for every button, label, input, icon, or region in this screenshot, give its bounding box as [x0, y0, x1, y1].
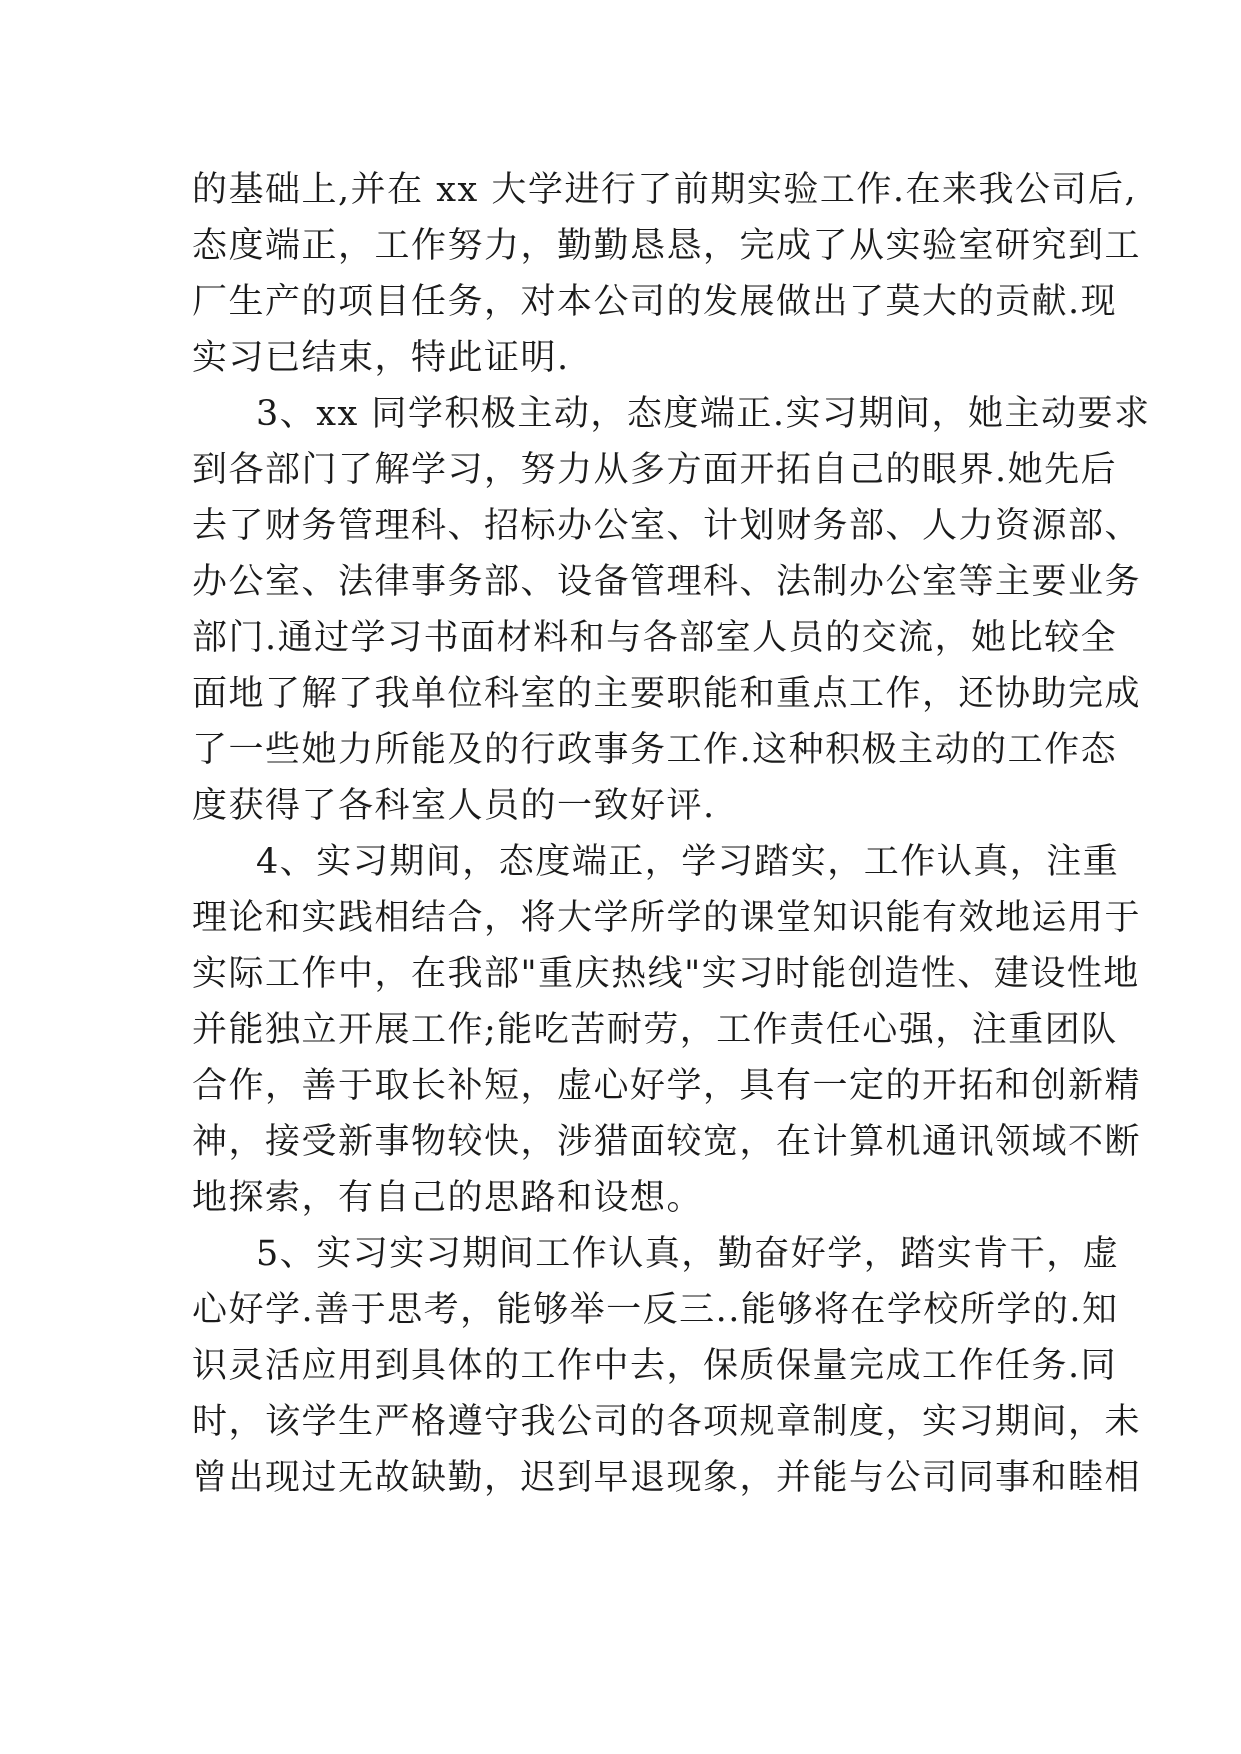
text-line: 实际工作中，在我部"重庆热线"实习时能创造性、建设性地 [192, 954, 1140, 994]
text-line: 合作，善于取长补短，虚心好学，具有一定的开拓和创新精 [192, 1066, 1142, 1106]
text-line: 到各部门了解学习，努力从多方面开拓自己的眼界.她先后 [192, 450, 1118, 490]
text-line: 地探索，有自己的思路和设想。 [192, 1178, 704, 1218]
paragraph-3-first-line: 3、xx 同学积极主动，态度端正.实习期间，她主动要求 [256, 394, 1151, 434]
paragraph-5-first-line: 5、实习实习期间工作认真，勤奋好学，踏实肯干，虚 [256, 1234, 1120, 1274]
text-line: 神，接受新事物较快，涉猎面较宽，在计算机通讯领域不断 [192, 1122, 1142, 1162]
text-line: 时，该学生严格遵守我公司的各项规章制度，实习期间，未 [192, 1402, 1142, 1442]
text-line: 的基础上,并在 xx 大学进行了前期实验工作.在来我公司后, [192, 170, 1138, 210]
text-line: 曾出现过无故缺勤，迟到早退现象，并能与公司同事和睦相 [192, 1458, 1142, 1498]
text-line: 部门.通过学习书面材料和与各部室人员的交流，她比较全 [192, 618, 1118, 658]
text-line: 心好学.善于思考，能够举一反三..能够将在学校所学的.知 [192, 1290, 1119, 1330]
text-line: 识灵活应用到具体的工作中去，保质保量完成工作任务.同 [192, 1346, 1118, 1386]
text-line: 了一些她力所能及的行政事务工作.这种积极主动的工作态 [192, 730, 1118, 770]
paragraph-4-first-line: 4、实习期间，态度端正，学习踏实，工作认真，注重 [256, 842, 1120, 882]
text-line: 度获得了各科室人员的一致好评. [192, 786, 716, 826]
text-line: 办公室、法律事务部、设备管理科、法制办公室等主要业务 [192, 562, 1142, 602]
text-line: 实习已结束，特此证明. [192, 338, 570, 378]
text-line: 厂生产的项目任务，对本公司的发展做出了莫大的贡献.现 [192, 282, 1118, 322]
text-line: 并能独立开展工作;能吃苦耐劳，工作责任心强，注重团队 [192, 1010, 1118, 1050]
text-line: 去了财务管理科、招标办公室、计划财务部、人力资源部、 [192, 506, 1142, 546]
text-line: 态度端正，工作努力，勤勤恳恳，完成了从实验室研究到工 [192, 226, 1142, 266]
text-line: 面地了解了我单位科室的主要职能和重点工作，还协助完成 [192, 674, 1142, 714]
text-line: 理论和实践相结合，将大学所学的课堂知识能有效地运用于 [192, 898, 1142, 938]
